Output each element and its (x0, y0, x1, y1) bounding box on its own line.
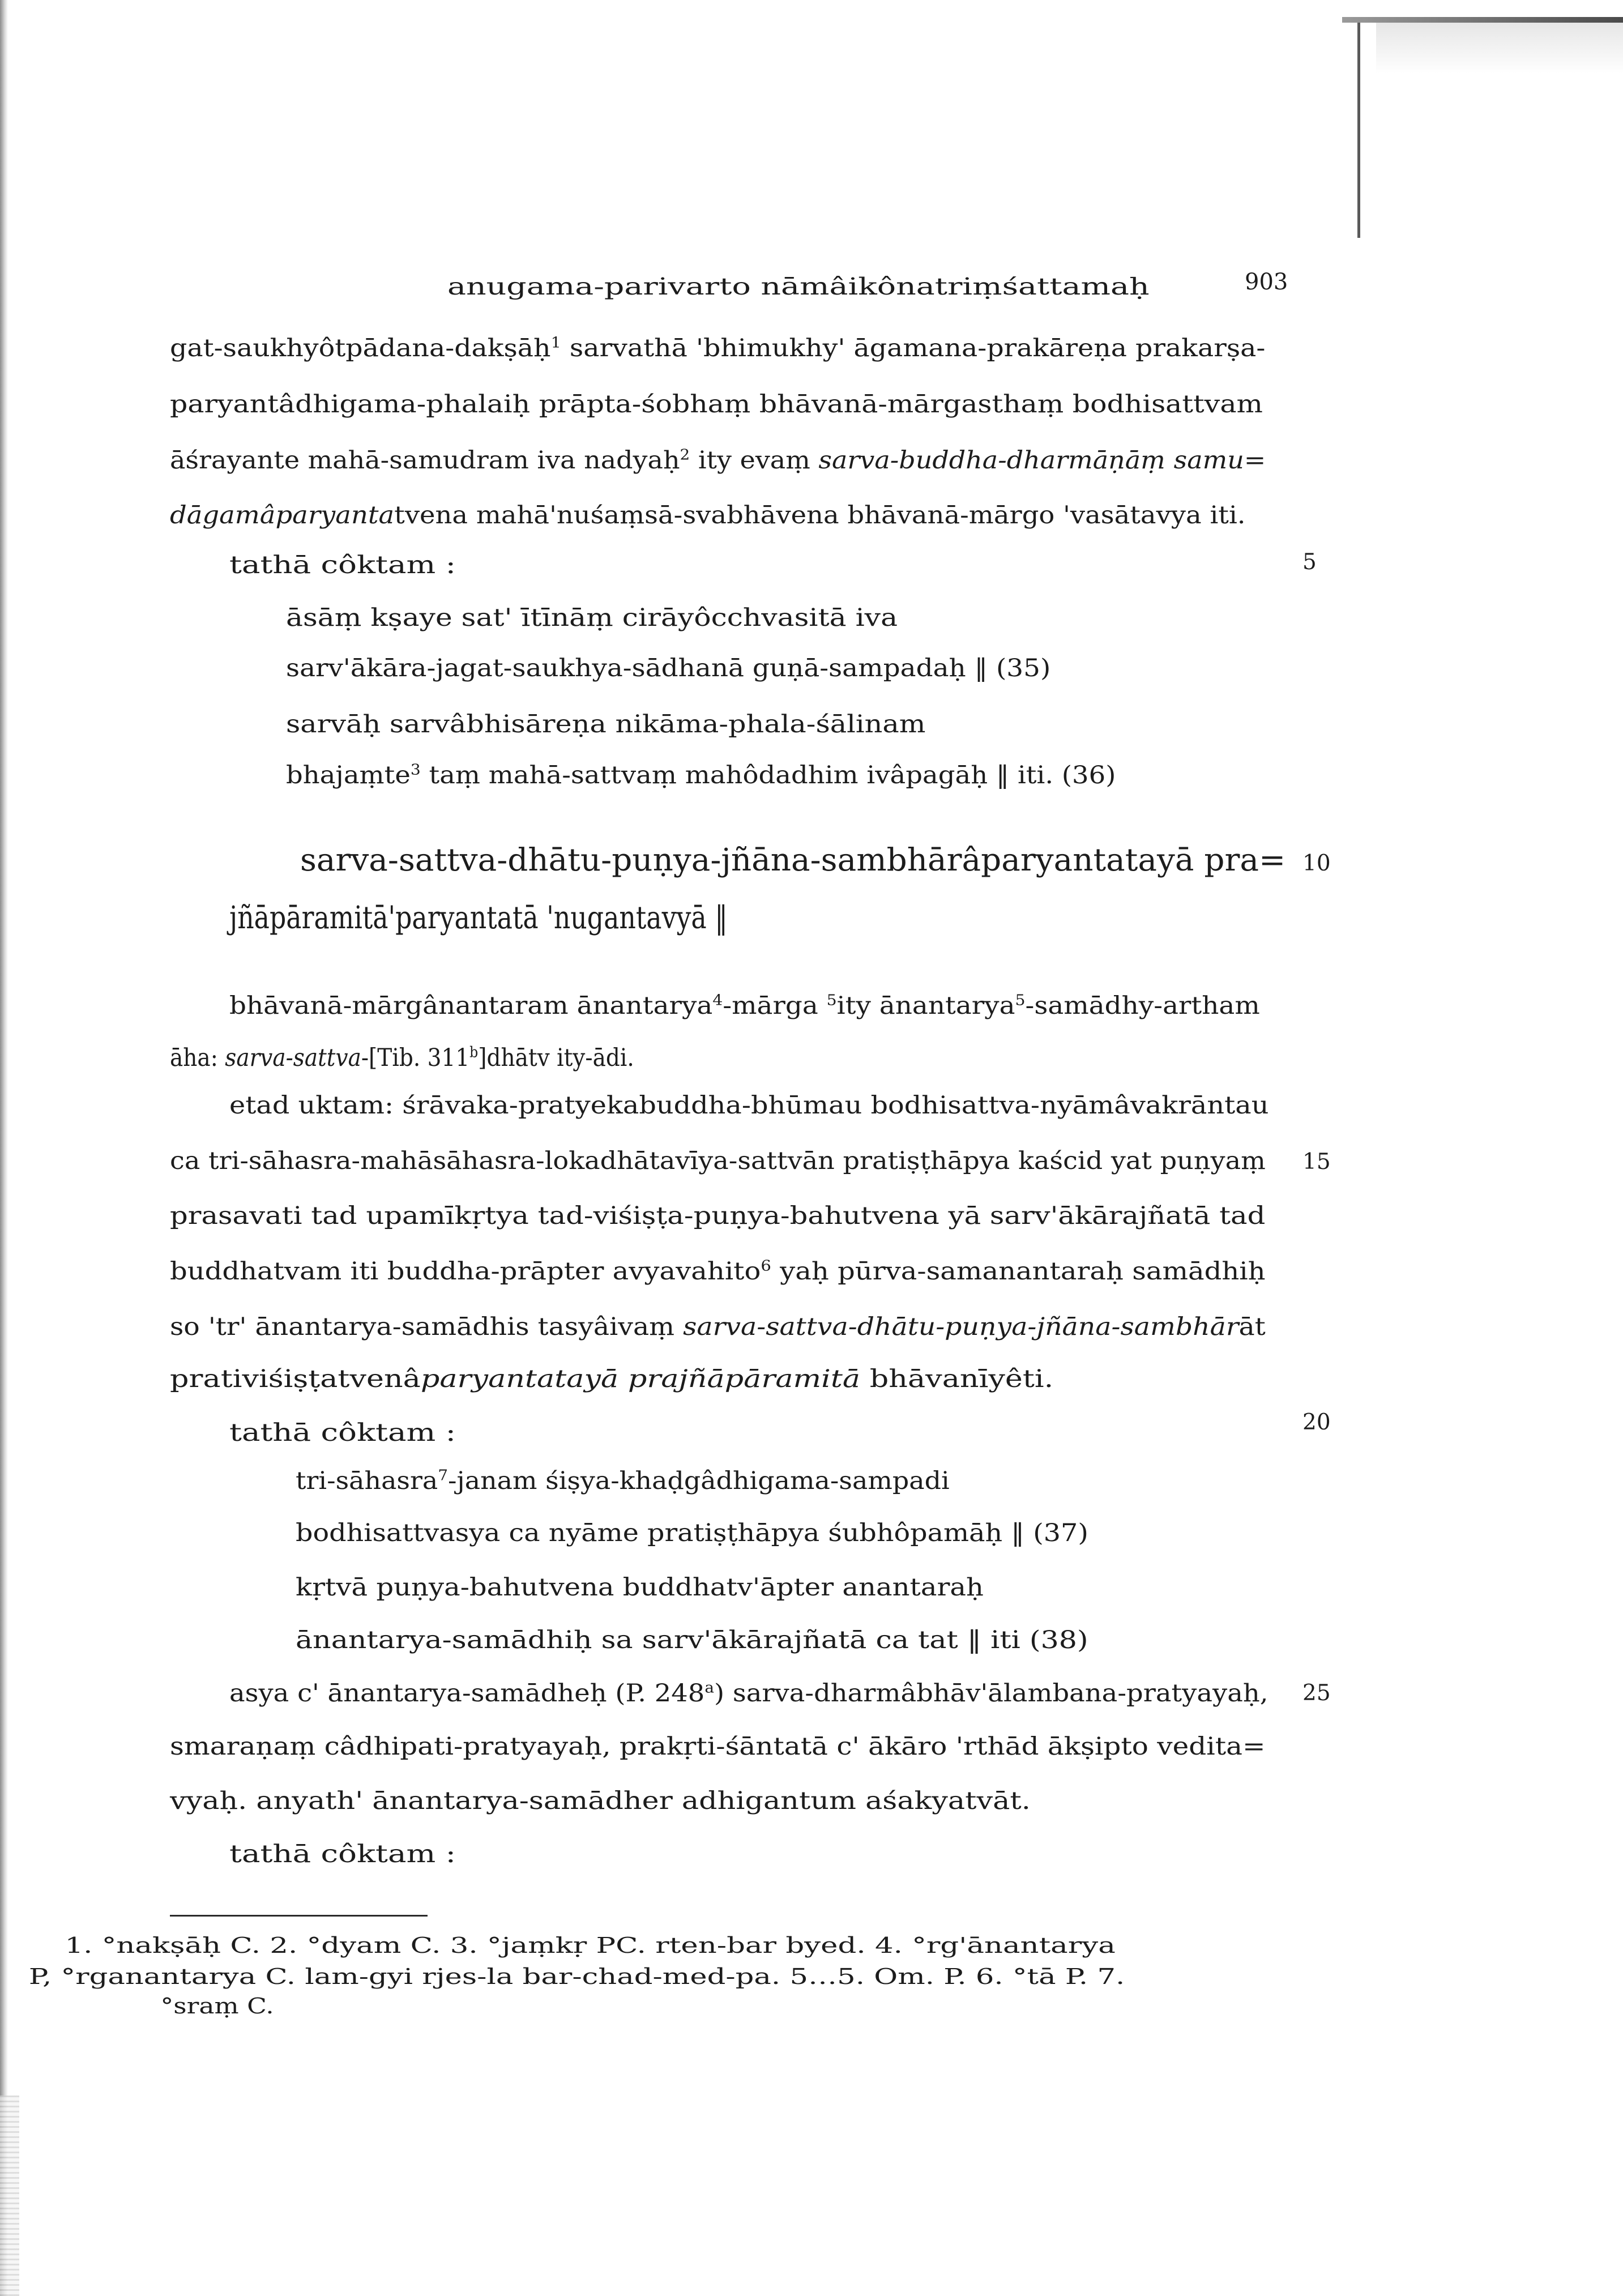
text-line: dāgamâparyantatvena mahā'nuśaṃsā-svabhāvena bhāvanā-mārgo 'vasātavya iti. (170, 501, 1246, 530)
footnote-line: °sraṃ C. (160, 1994, 274, 2018)
text-line: prasavati tad upamīkṛtya tad-viśiṣṭa-puṇya-bahutvena yā sarv'ākārajñatā tad (170, 1202, 1266, 1230)
text-line: ca tri-sāhasra-mahāsāhasra-lokadhātavīya-sattvān pratiṣṭhāpya kaścid yat puṇyaṃ (170, 1147, 1266, 1175)
text-line: gat-saukhyôtpādana-dakṣāḥ$^1$ sarvathā 'bhimukhy' āgamana-prakāreṇa prakarṣa- (170, 334, 1266, 362)
karika-line: sarva-sattva-dhātu-puṇya-jñāna-sambhārâparyantatayā pra= (300, 842, 1286, 878)
line-number: 5 (1302, 549, 1317, 575)
line-number: 15 (1302, 1149, 1331, 1175)
verse-line: āsāṃ kṣaye sat' ītīnāṃ cirāyôcchvasitā iva (286, 604, 898, 632)
scan-top-rule (1342, 17, 1623, 23)
text-line: bhāvanā-mārgânantaram ānantarya$^4$-mārga $^5$ity ānantarya$^5$-samādhy-artham (229, 992, 1260, 1020)
line-number: 25 (1302, 1680, 1331, 1706)
verse-line: kṛtvā puṇya-bahutvena buddhatv'āpter anantaraḥ (296, 1573, 984, 1602)
footnote-line: 1. °nakṣāḥ C. 2. °dyam C. 3. °jaṃkṛ PC. rten-bar byed. 4. °rg'ānantarya (65, 1933, 1116, 1958)
text-line: smaraṇaṃ câdhipati-pratyayaḥ, prakṛti-śāntatā c' ākāro 'rthād ākṣipto vedita= (170, 1732, 1266, 1761)
text-line: vyaḥ. anyath' ānantarya-samādher adhigantum aśakyatvāt. (170, 1787, 1031, 1815)
verse-line: ānantarya-samādhiḥ sa sarv'ākārajñatā ca tat ‖ iti (38) (296, 1626, 1088, 1654)
footnote-rule (170, 1915, 428, 1917)
text-line: āha: sarva-sattva-[Tib. 311$^b$]dhātv ity-ādi. (170, 1044, 634, 1072)
verse-line: bodhisattvasya ca nyāme pratiṣṭhāpya śubhôpamāḥ ‖ (37) (296, 1519, 1088, 1547)
text-line: etad uktam: śrāvaka-pratyekabuddha-bhūmau bodhisattva-nyāmâvakrāntau (229, 1091, 1269, 1120)
verse-line: tri-sāhasra$^7$-janam śiṣya-khaḍgâdhigama-sampadi (296, 1467, 950, 1495)
scan-right-haze (1376, 23, 1623, 74)
footnote-line: P, °rganantarya C. lam-gyi rjes-la bar-chad-med-pa. 5…5. Om. P. 6. °tā P. 7. (28, 1964, 1125, 1989)
scan-right-bar (1357, 23, 1360, 238)
line-number: 20 (1302, 1410, 1331, 1435)
line-number: 10 (1302, 851, 1331, 876)
text-line: asya c' ānantarya-samādheḥ (P. 248$^a$) sarva-dharmâbhāv'ālambana-pratyayaḥ, (229, 1679, 1268, 1708)
scan-speck-left (0, 2096, 19, 2296)
running-title: anugama-parivarto nāmâikônatriṃśattamaḥ (447, 273, 1150, 300)
text-line: prativiśiṣṭatvenâparyantatayā prajñāpāramitā bhāvanīyêti. (170, 1365, 1054, 1393)
page-number: 903 (1245, 269, 1288, 295)
text-line: tathā côktam : (229, 1840, 456, 1868)
text-line: tathā côktam : (229, 1419, 456, 1447)
verse-line: bhajaṃte$^3$ taṃ mahā-sattvaṃ mahôdadhim ivâpagāḥ ‖ iti. (36) (286, 761, 1116, 789)
text-line: paryantâdhigama-phalaiḥ prāpta-śobhaṃ bhāvanā-mārgasthaṃ bodhisattvam (170, 390, 1263, 419)
text-line: āśrayante mahā-samudram iva nadyaḥ$^2$ ity evaṃ sarva-buddha-dharmāṇāṃ samu= (170, 446, 1266, 475)
text-line: buddhatvam iti buddha-prāpter avyavahito$^6$ yaḥ pūrva-samanantaraḥ samādhiḥ (170, 1257, 1266, 1286)
text-line: tathā côktam : (229, 551, 456, 579)
text-line: so 'tr' ānantarya-samādhis tasyâivaṃ sarva-sattva-dhātu-puṇya-jñāna-sambhārāt (170, 1313, 1266, 1341)
scan-edge-left (0, 0, 8, 2296)
verse-line: sarvāḥ sarvâbhisāreṇa nikāma-phala-śālinam (286, 710, 926, 739)
karika-line: jñāpāramitā'paryantatā 'nugantavyā ‖ (229, 899, 728, 936)
verse-line: sarv'ākāra-jagat-saukhya-sādhanā guṇā-sampadaḥ ‖ (35) (286, 654, 1051, 682)
